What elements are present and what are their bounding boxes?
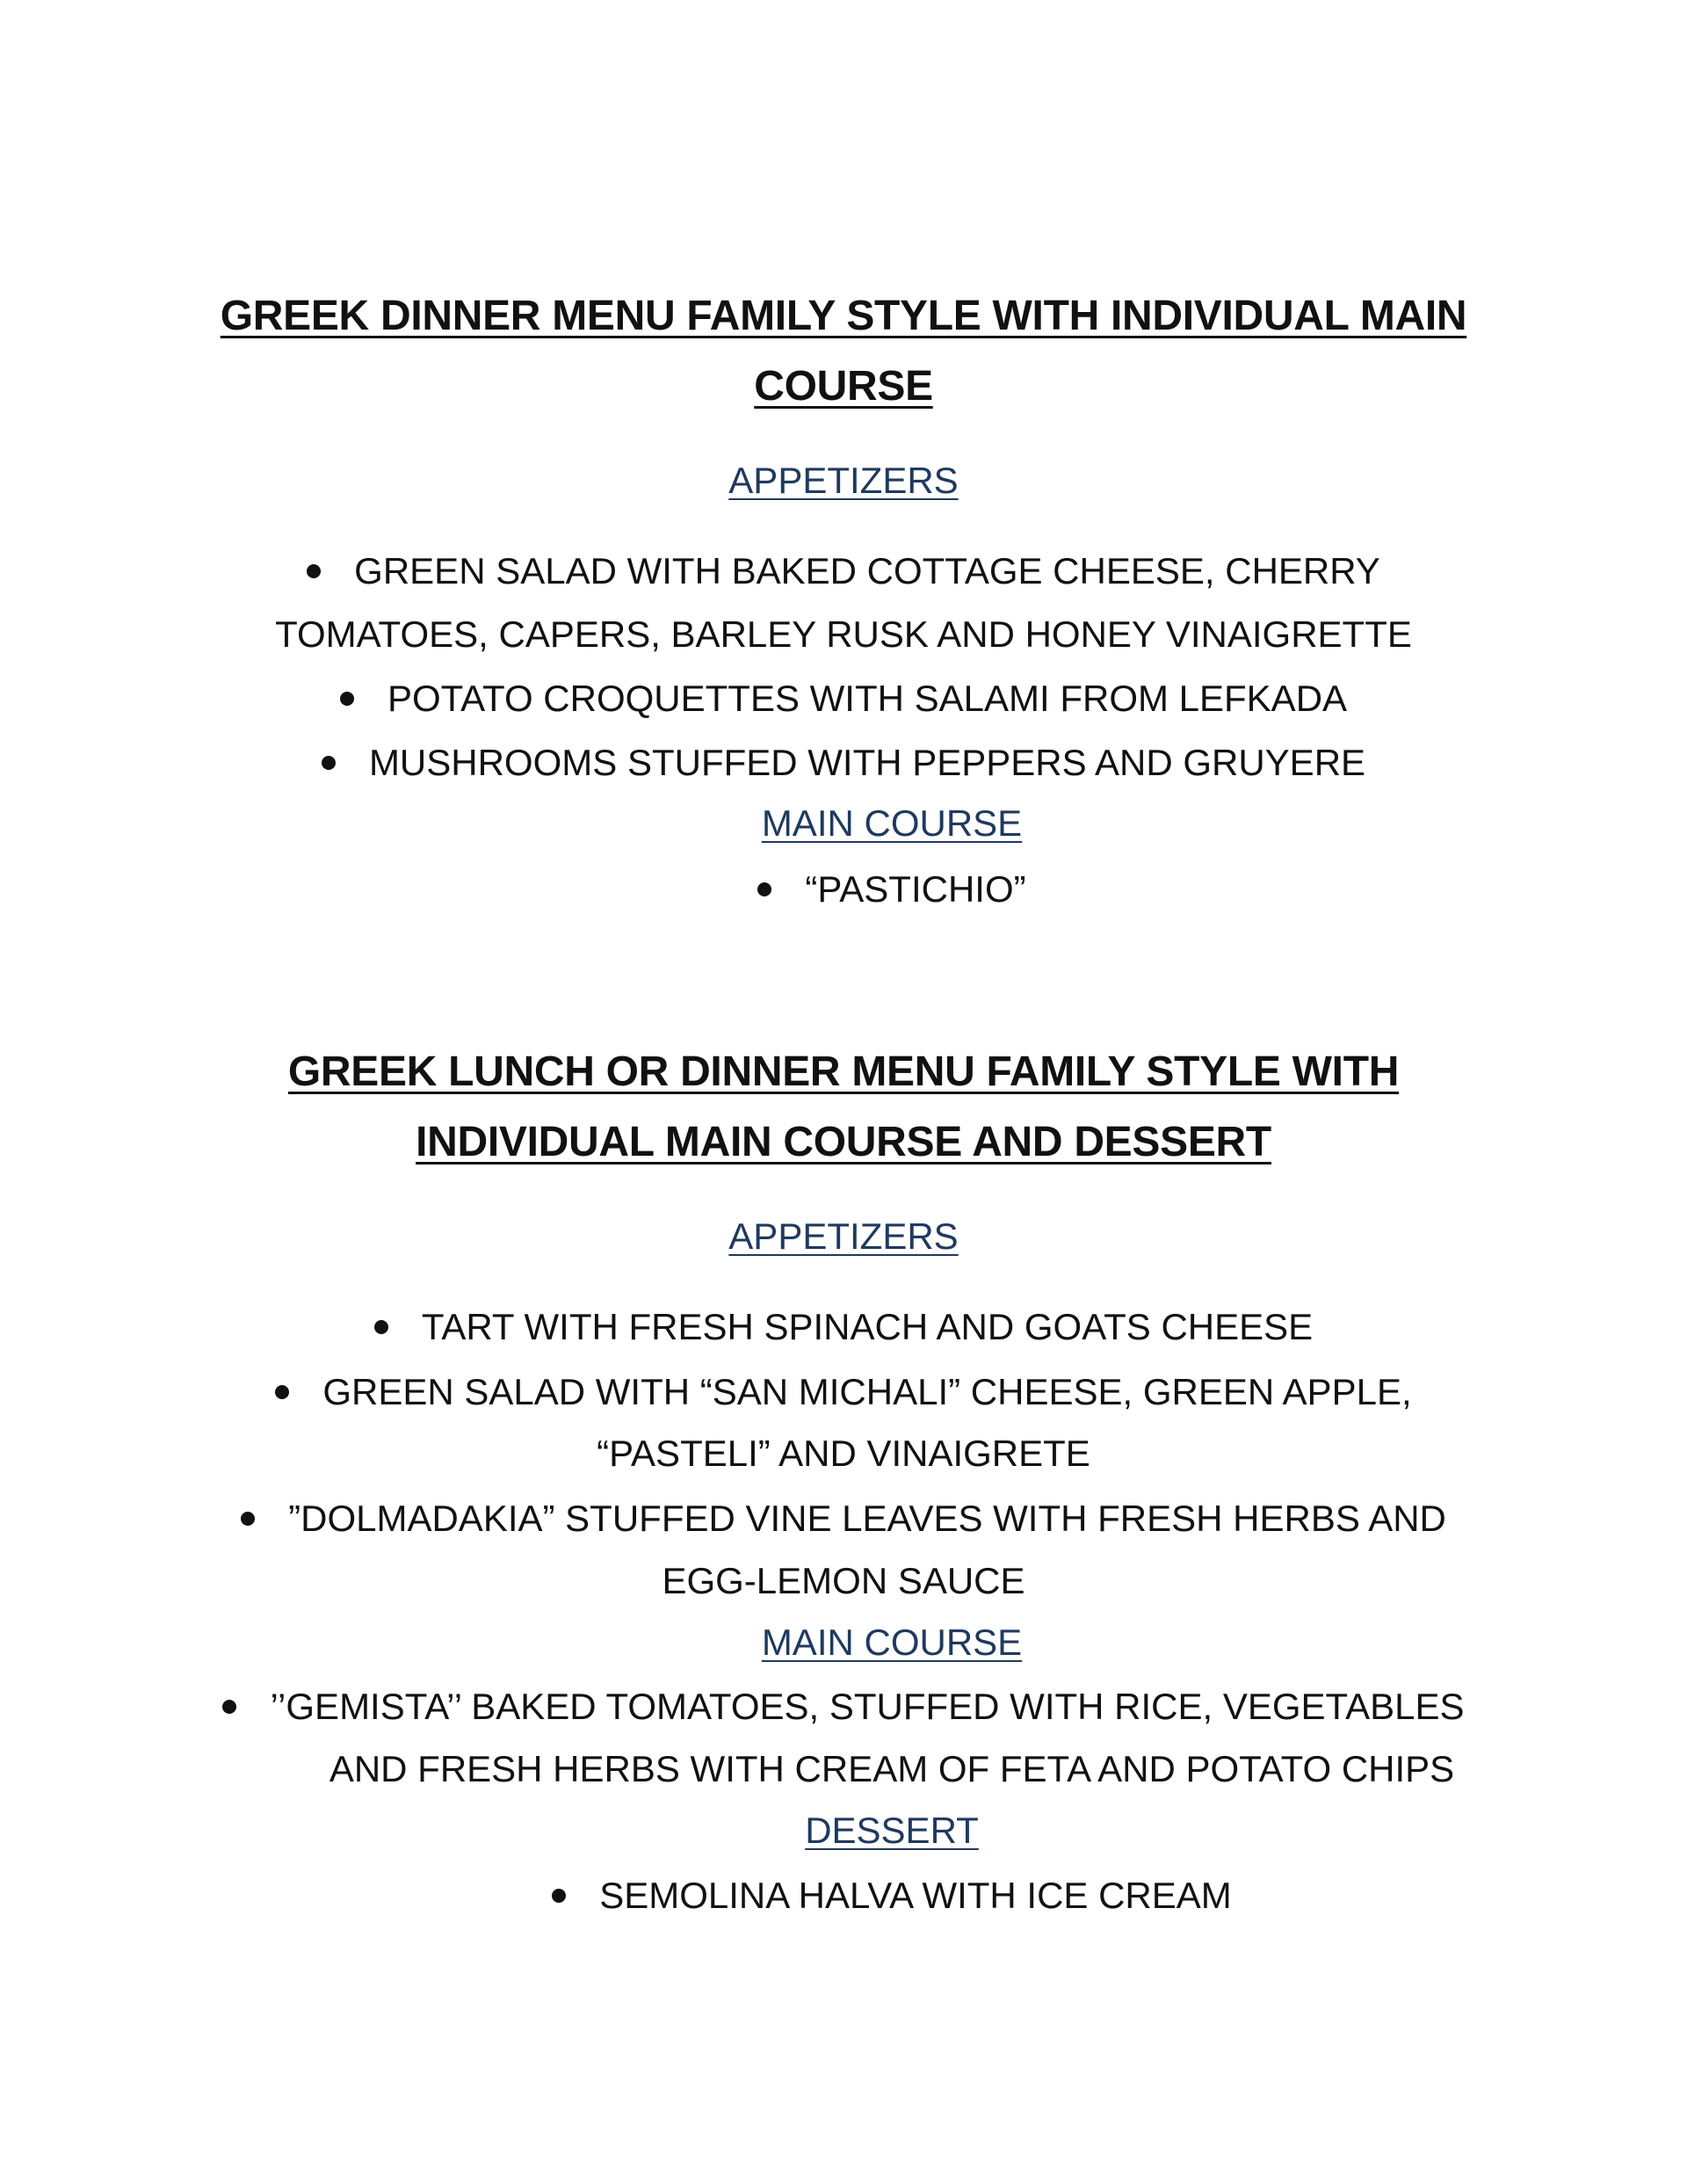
menu1-appetizer-item-1 bbox=[0, 548, 1687, 595]
item-text: GREEN SALAD WITH “SAN MICHALI” CHEESE, GREEN APPLE, bbox=[322, 1371, 1412, 1412]
menu1-appetizer-item-3 bbox=[0, 739, 1687, 787]
menu2-appetizer-item-2-continued: “PASTELI” AND VINAIGRETE bbox=[597, 1433, 1090, 1474]
menu2-dessert-item-1 bbox=[48, 1872, 1687, 1919]
menu2-appetizer-item-1 bbox=[0, 1303, 1687, 1351]
menu1-title-line1: GREEK DINNER MENU FAMILY STYLE WITH INDIVIDUAL MAIN bbox=[220, 293, 1467, 339]
menu1-title-line2: COURSE bbox=[754, 363, 933, 410]
item-text: SEMOLINA HALVA WITH ICE CREAM bbox=[599, 1875, 1232, 1916]
menu2-title-line1: GREEK LUNCH OR DINNER MENU FAMILY STYLE WITH bbox=[287, 1048, 1400, 1095]
bullet-icon bbox=[241, 1512, 255, 1526]
bullet-icon bbox=[222, 1700, 236, 1714]
item-text: POTATO CROQUETTES WITH SALAMI FROM LEFKADA bbox=[387, 678, 1348, 719]
bullet-icon bbox=[307, 564, 321, 578]
item-text: MUSHROOMS STUFFED WITH PEPPERS AND GRUYERE bbox=[368, 742, 1366, 783]
item-text: “PASTICHIO” bbox=[805, 868, 1026, 910]
menu1-main-item-1 bbox=[48, 866, 1687, 913]
menu1-appetizers-heading: APPETIZERS bbox=[728, 460, 959, 501]
menu2-dessert-heading: DESSERT bbox=[805, 1810, 979, 1851]
bullet-icon bbox=[340, 692, 354, 706]
item-text: ’’GEMISTA’’ BAKED TOMATOES, STUFFED WITH RICE, VEGETABLES bbox=[270, 1686, 1465, 1727]
menu2-appetizer-item-3-continued: EGG-LEMON SAUCE bbox=[662, 1560, 1025, 1601]
menu2-main-item-1 bbox=[0, 1683, 1687, 1731]
menu2-appetizers-heading: APPETIZERS bbox=[728, 1215, 959, 1257]
menu2-appetizer-item-2 bbox=[0, 1368, 1687, 1416]
menu2-appetizer-item-3 bbox=[0, 1495, 1687, 1542]
item-text: GREEN SALAD WITH BAKED COTTAGE CHEESE, CHERRY bbox=[354, 550, 1380, 591]
item-text: ”DOLMADAKIA” STUFFED VINE LEAVES WITH FRESH HERBS AND bbox=[288, 1498, 1446, 1539]
bullet-icon bbox=[757, 882, 771, 896]
bullet-icon bbox=[374, 1320, 388, 1334]
menu2-main-heading: MAIN COURSE bbox=[761, 1622, 1023, 1663]
bullet-icon bbox=[552, 1889, 566, 1903]
menu2-main-item-1-continued: AND FRESH HERBS WITH CREAM OF FETA AND POTATO CHIPS bbox=[329, 1748, 1455, 1789]
menu1-appetizer-item-2 bbox=[0, 675, 1687, 722]
menu1-main-heading: MAIN COURSE bbox=[761, 802, 1023, 844]
bullet-icon bbox=[322, 756, 336, 770]
bullet-icon bbox=[275, 1385, 289, 1399]
item-text: TART WITH FRESH SPINACH AND GOATS CHEESE bbox=[421, 1306, 1314, 1347]
menu1-appetizer-item-1-continued: TOMATOES, CAPERS, BARLEY RUSK AND HONEY VINAIGRETTE bbox=[275, 613, 1412, 655]
menu2-title-line2: INDIVIDUAL MAIN COURSE AND DESSERT bbox=[416, 1119, 1271, 1165]
